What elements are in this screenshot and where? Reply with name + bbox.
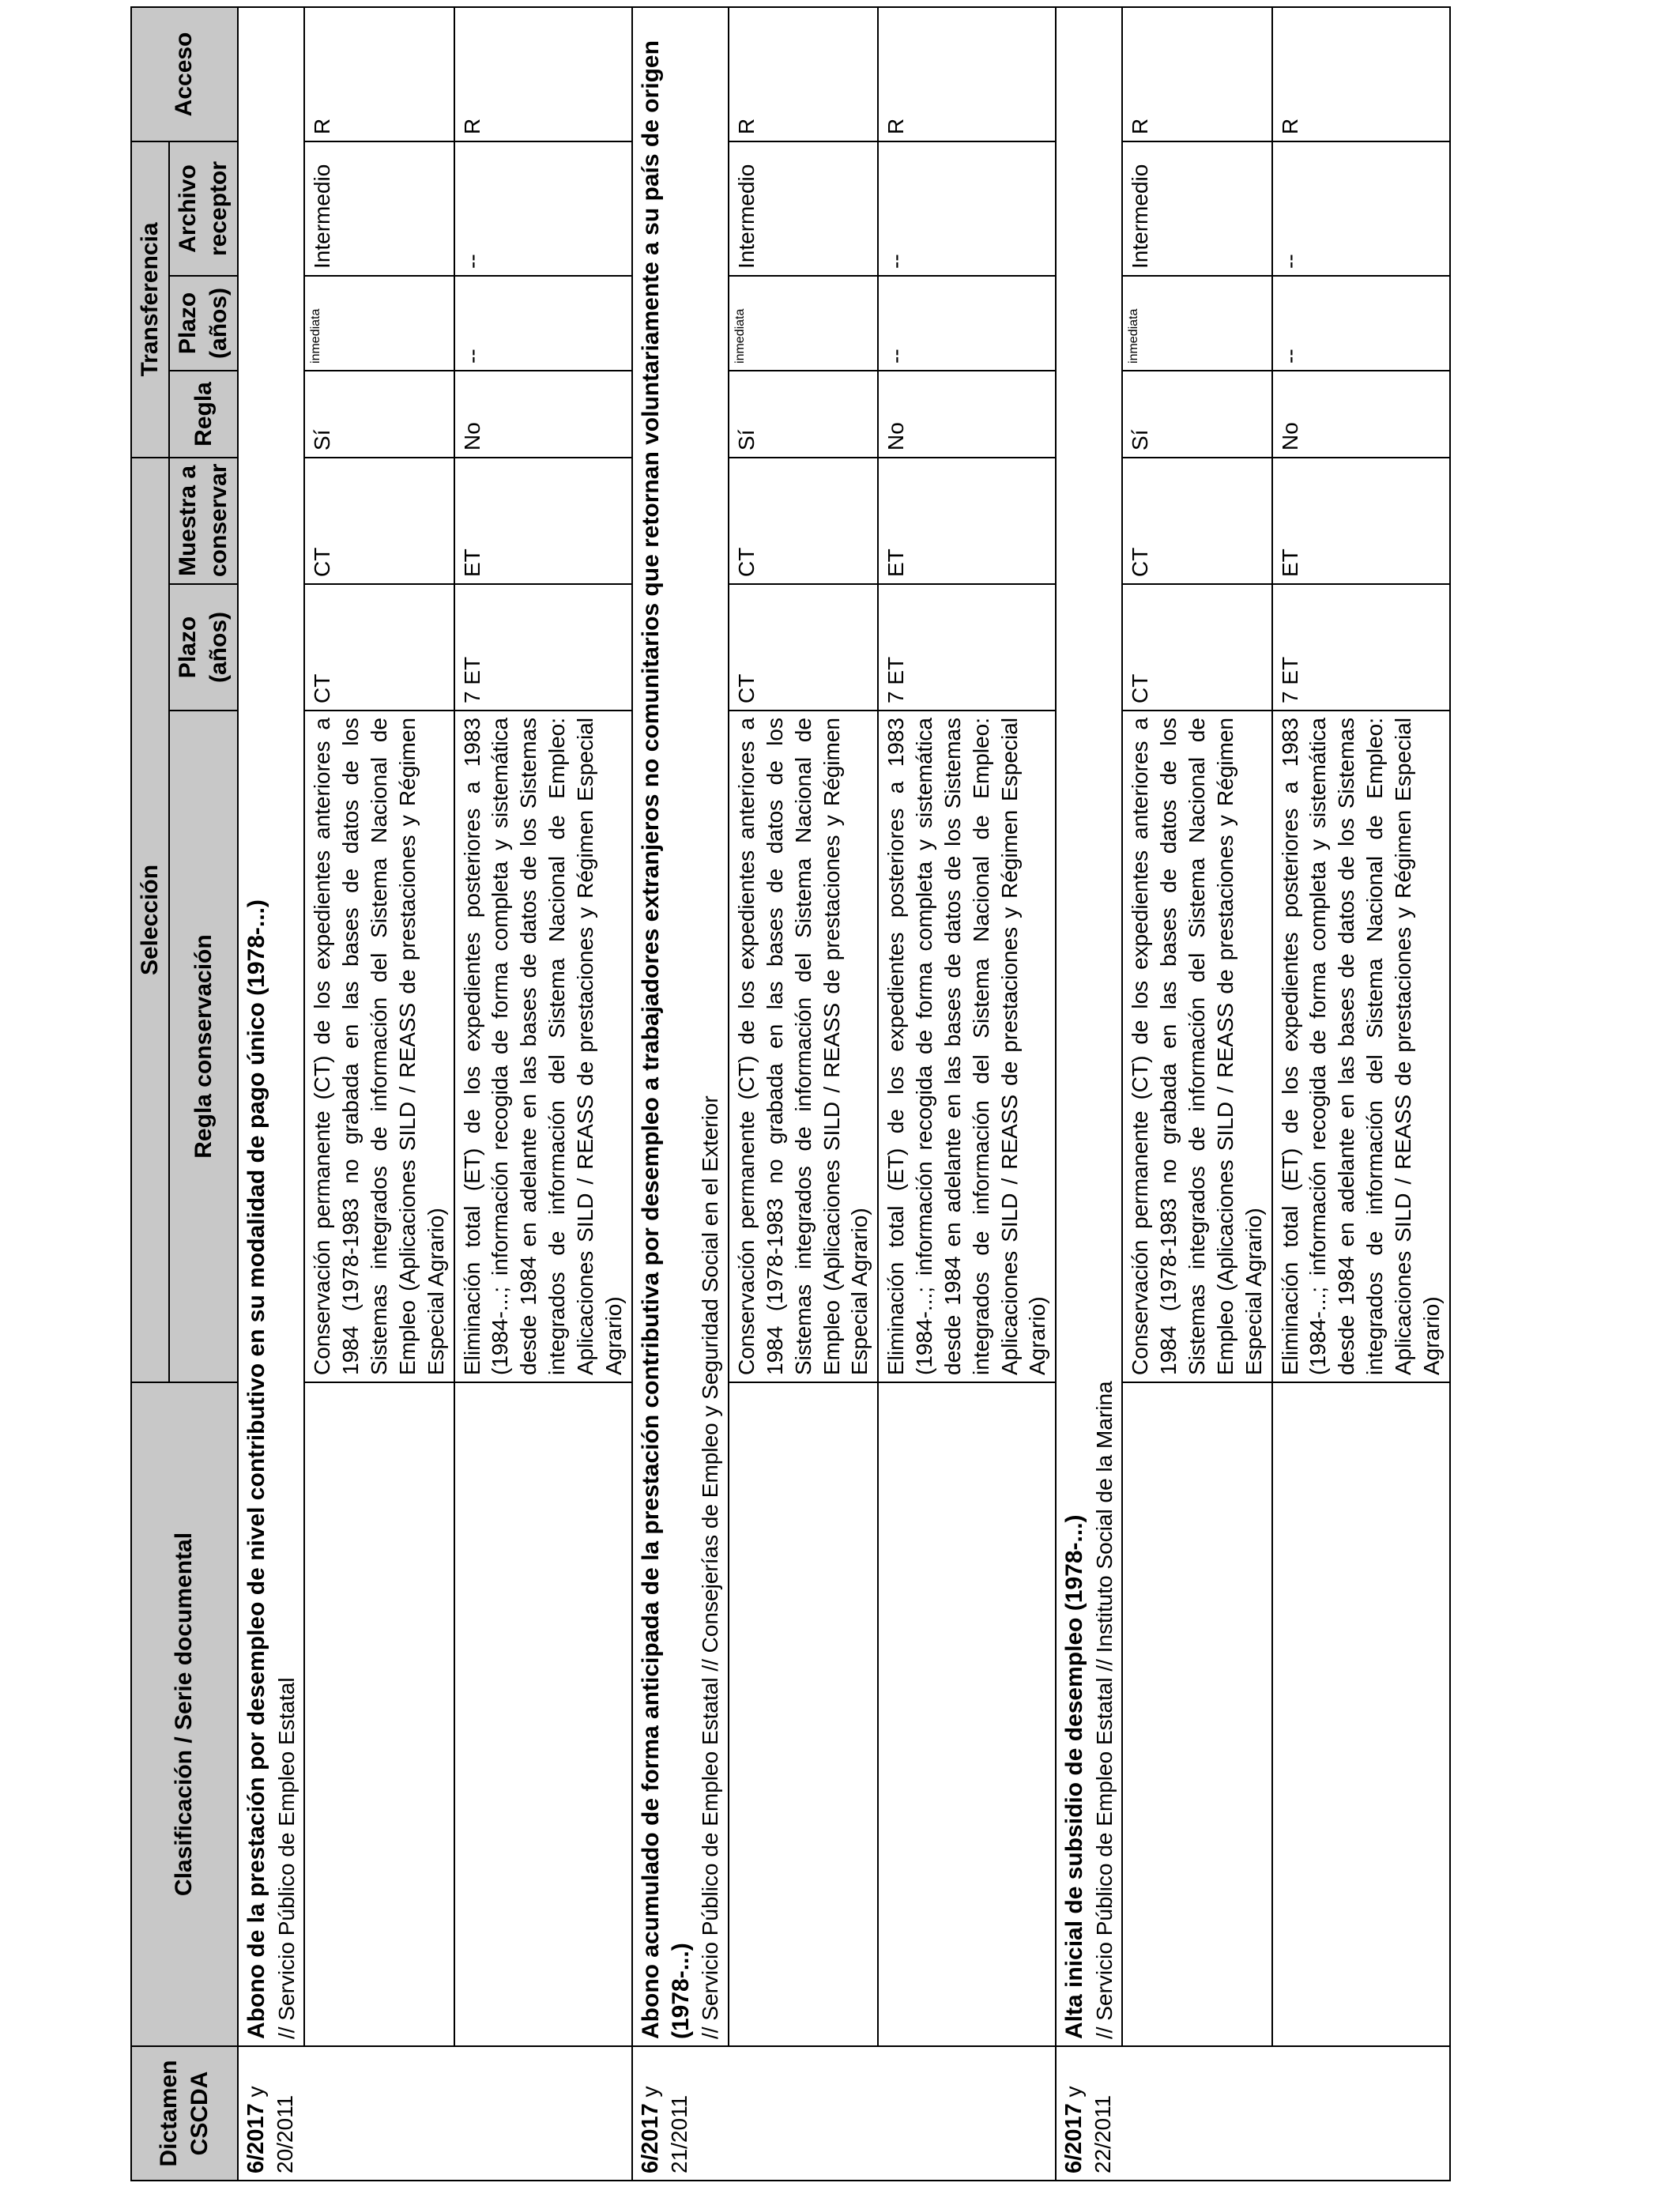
acceso-value: R (304, 7, 454, 141)
dictamen-number: 6/2017 (1061, 2103, 1087, 2173)
serie-organo: // Servicio Público de Empleo Estatal (273, 1677, 299, 2039)
serie-organo: // Servicio Público de Empleo Estatal // Instituto Social de la Marina (1091, 1381, 1117, 2039)
archivo-receptor: Intermedio (729, 141, 878, 276)
regla-transferencia: Sí (1122, 371, 1271, 458)
plazo-transferencia: inmediata (1122, 276, 1271, 371)
serie-title-cell (632, 7, 729, 2046)
serie-title: Alta inicial de subsidio de desempleo (1978-...) (1061, 1514, 1088, 2039)
header-transferencia: Transferencia (131, 141, 169, 458)
dictamen-rest: y 20/2011 (243, 2086, 298, 2173)
plazo-transferencia: -- (1272, 276, 1450, 371)
regla-transferencia: No (454, 371, 632, 458)
rotated-table-container (130, 32, 1444, 2181)
serie-title-cell (1056, 7, 1122, 2046)
muestra-conservar: CT (1122, 458, 1271, 584)
serie-organo: // Servicio Público de Empleo Estatal // Consejerías de Empleo y Seguridad Social en el Exterior (698, 1095, 723, 2039)
dictamen-cell (1056, 2046, 1449, 2181)
archivo-receptor: -- (454, 141, 632, 276)
muestra-conservar: ET (878, 458, 1056, 584)
dictamen-number: 6/2017 (243, 2103, 269, 2173)
header-dictamen: Dictamen CSCDA (131, 2046, 238, 2181)
table-header (131, 7, 238, 2181)
plazo-transferencia: -- (454, 276, 632, 371)
header-clasificacion: Clasificación / Serie documental (131, 1382, 238, 2046)
empty-classification-cell (878, 1382, 1056, 2046)
rule-row (304, 7, 454, 2181)
empty-classification-cell (1122, 1382, 1271, 2046)
plazo-seleccion: 7 ET (878, 584, 1056, 711)
rule-row (1122, 7, 1271, 2181)
table-body (238, 7, 1449, 2181)
dictamen-rest: y 22/2011 (1061, 2086, 1116, 2173)
serie-title-cell (238, 7, 304, 2046)
series-row (1056, 7, 1122, 2181)
plazo-transferencia: -- (878, 276, 1056, 371)
retention-table (130, 6, 1451, 2181)
regla-conservacion: Conservación permanente (CT) de los expedientes anteriores a 1984 (1978-1983 no grabada en las bases de datos de los Sistemas integrados de información del Sistema Nacional de Empleo (Aplicaciones SILD / REASS de prestaciones y Régimen Especial Agrario) (729, 711, 878, 1382)
muestra-conservar: ET (1272, 458, 1450, 584)
acceso-value: R (878, 7, 1056, 141)
series-row (632, 7, 729, 2181)
header-regla: Regla (169, 371, 238, 458)
acceso-value: R (1122, 7, 1271, 141)
empty-classification-cell (454, 1382, 632, 2046)
dictamen-cell (632, 2046, 1057, 2181)
regla-conservacion: Conservación permanente (CT) de los expedientes anteriores a 1984 (1978-1983 no grabada en las bases de datos de los Sistemas integrados de información del Sistema Nacional de Empleo (Aplicaciones SILD / REASS de prestaciones y Régimen Especial Agrario) (1122, 711, 1271, 1382)
rule-row (454, 7, 632, 2181)
plazo-seleccion: CT (729, 584, 878, 711)
plazo-seleccion: 7 ET (454, 584, 632, 711)
regla-transferencia: Sí (729, 371, 878, 458)
empty-classification-cell (304, 1382, 454, 2046)
serie-title: Abono acumulado de forma anticipada de la prestación contributiva por desempleo a trabajadores extranjeros no comunitarios que retornan voluntariamente a su país de origen (1978-...) (637, 40, 694, 2039)
plazo-transferencia: inmediata (304, 276, 454, 371)
plazo-seleccion: CT (1122, 584, 1271, 711)
plazo-seleccion: 7 ET (1272, 584, 1450, 711)
rule-row (729, 7, 878, 2181)
rule-row (1272, 7, 1450, 2181)
header-regla-conservacion: Regla conservación (169, 711, 238, 1382)
regla-conservacion: Eliminación total (ET) de los expedientes posteriores a 1983 (1984-...; información recogida de forma completa y sistemática desde 1984 en adelante en las bases de datos de los Sistemas integrados de información del Sistema Nacional de Empleo: Aplicaciones SILD / REASS de prestaciones y Régimen Especial Agrario) (454, 711, 632, 1382)
serie-title: Abono de la prestación por desempleo de nivel contributivo en su modalidad de pago único (1978-...) (243, 899, 270, 2039)
series-row (238, 7, 304, 2181)
regla-transferencia: No (878, 371, 1056, 458)
acceso-value: R (729, 7, 878, 141)
regla-conservacion: Conservación permanente (CT) de los expedientes anteriores a 1984 (1978-1983 no grabada en las bases de datos de los Sistemas integrados de información del Sistema Nacional de Empleo (Aplicaciones SILD / REASS de prestaciones y Régimen Especial Agrario) (304, 711, 454, 1382)
acceso-value: R (1272, 7, 1450, 141)
plazo-transferencia: inmediata (729, 276, 878, 371)
header-plazo-transferencia: Plazo (años) (169, 276, 238, 371)
regla-conservacion: Eliminación total (ET) de los expedientes posteriores a 1983 (1984-...; información recogida de forma completa y sistemática desde 1984 en adelante en las bases de datos de los Sistemas integrados de información del Sistema Nacional de Empleo: Aplicaciones SILD / REASS de prestaciones y Régimen Especial Agrario) (878, 711, 1056, 1382)
muestra-conservar: CT (304, 458, 454, 584)
header-acceso: Acceso (131, 7, 238, 141)
rule-row (878, 7, 1056, 2181)
regla-transferencia: No (1272, 371, 1450, 458)
muestra-conservar: ET (454, 458, 632, 584)
archivo-receptor: -- (878, 141, 1056, 276)
archivo-receptor: -- (1272, 141, 1450, 276)
dictamen-rest: y 21/2011 (637, 2086, 691, 2173)
header-plazo: Plazo (años) (169, 584, 238, 711)
header-muestra: Muestra a conservar (169, 458, 238, 584)
archivo-receptor: Intermedio (1122, 141, 1271, 276)
header-archivo: Archivo receptor (169, 141, 238, 276)
muestra-conservar: CT (729, 458, 878, 584)
empty-classification-cell (1272, 1382, 1450, 2046)
regla-transferencia: Sí (304, 371, 454, 458)
plazo-seleccion: CT (304, 584, 454, 711)
regla-conservacion: Eliminación total (ET) de los expedientes posteriores a 1983 (1984-...; información recogida de forma completa y sistemática desde 1984 en adelante en las bases de datos de los Sistemas integrados de información del Sistema Nacional de Empleo: Aplicaciones SILD / REASS de prestaciones y Régimen Especial Agrario) (1272, 711, 1450, 1382)
dictamen-cell (238, 2046, 631, 2181)
empty-classification-cell (729, 1382, 878, 2046)
header-seleccion: Selección (131, 458, 169, 1382)
dictamen-number: 6/2017 (637, 2103, 663, 2173)
acceso-value: R (454, 7, 632, 141)
archivo-receptor: Intermedio (304, 141, 454, 276)
